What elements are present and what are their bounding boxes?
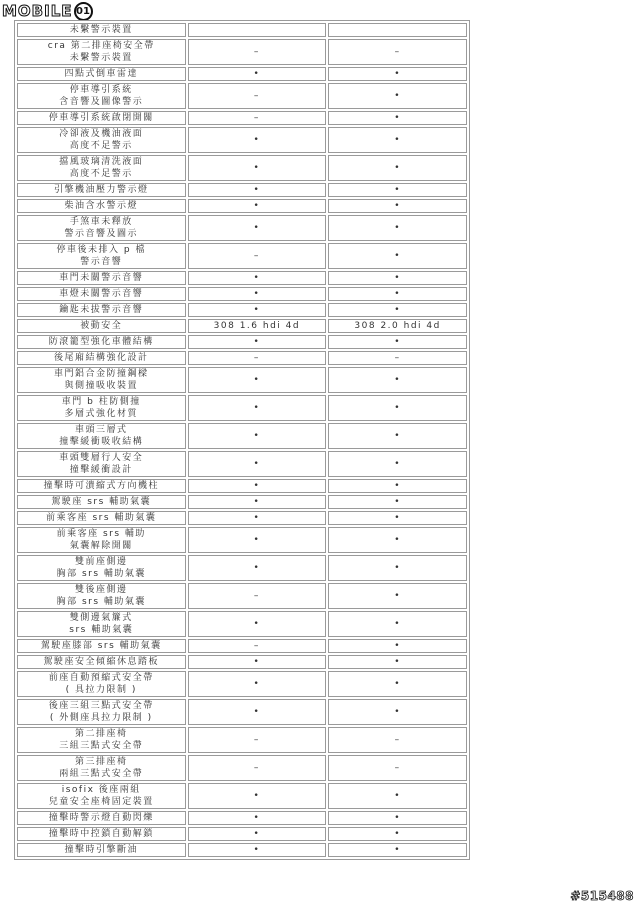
row-label-line: 停車後未排入 p 檔	[56, 245, 146, 255]
value-cell-2: •	[328, 183, 467, 197]
table-row	[17, 271, 467, 285]
value-cell-2: •	[328, 639, 467, 653]
row-label	[17, 671, 186, 697]
row-label	[17, 755, 186, 781]
value-cell-2: •	[328, 199, 467, 213]
table-row	[17, 451, 467, 477]
value-cell-1: –	[188, 583, 327, 609]
row-label-line: 前座自動預縮式安全帶	[48, 673, 154, 683]
value-cell-1: •	[188, 555, 327, 581]
value-cell-2: •	[328, 811, 467, 825]
value-cell-2: –	[328, 727, 467, 753]
value-cell-2: 308 2.0 hdi 4d	[328, 319, 467, 333]
row-label	[17, 367, 186, 393]
row-label	[17, 783, 186, 809]
value-cell-1: –	[188, 83, 327, 109]
row-label-line: 氣囊解除開關	[69, 541, 133, 551]
row-label-line: 撞擊緩衝設計	[69, 465, 133, 475]
value-cell-1: –	[188, 243, 327, 269]
table-row	[17, 303, 467, 317]
row-label	[17, 319, 186, 333]
table-row	[17, 699, 467, 725]
value-cell-2: •	[328, 335, 467, 349]
row-label	[17, 335, 186, 349]
value-cell-2: •	[328, 843, 467, 857]
row-label-line: 防滾籠型強化車體結構	[48, 337, 154, 347]
row-label-line: 被動安全	[80, 321, 123, 331]
row-label	[17, 655, 186, 669]
row-label-line: 高度不足警示	[69, 141, 133, 151]
row-label	[17, 183, 186, 197]
table-row	[17, 583, 467, 609]
row-label	[17, 67, 186, 81]
row-label-line: 撞擊時警示燈自動閃爍	[48, 813, 154, 823]
value-cell-1: •	[188, 423, 327, 449]
row-label	[17, 215, 186, 241]
value-cell-2: •	[328, 287, 467, 301]
table-row	[17, 335, 467, 349]
value-cell-1: •	[188, 479, 327, 493]
row-label-line: 車頭三層式	[75, 425, 128, 435]
row-label	[17, 155, 186, 181]
spec-table	[14, 20, 470, 860]
value-cell-1: •	[188, 655, 327, 669]
value-cell-2: •	[328, 83, 467, 109]
row-label	[17, 287, 186, 301]
value-cell-2: –	[328, 351, 467, 365]
value-cell-2: •	[328, 423, 467, 449]
logo-badge-icon: 01	[74, 2, 93, 21]
row-label-line: cra 第二排座椅安全帶	[47, 41, 155, 51]
table-row	[17, 199, 467, 213]
row-label-line: 前乘客座 srs 輔助	[56, 529, 146, 539]
row-label-line: ( 具拉力限制 )	[65, 685, 137, 695]
table-row	[17, 395, 467, 421]
value-cell-1: •	[188, 611, 327, 637]
row-label-line: 後座三組三點式安全帶	[48, 701, 154, 711]
row-label-line: 車頭雙層行人安全	[59, 453, 144, 463]
row-label-line: 引擎機油壓力警示燈	[54, 185, 149, 195]
row-label-line: 撞擊時可潰縮式方向機柱	[43, 481, 160, 491]
value-cell-1: •	[188, 67, 327, 81]
row-label	[17, 555, 186, 581]
row-label	[17, 271, 186, 285]
value-cell-1: •	[188, 199, 327, 213]
value-cell-1: •	[188, 451, 327, 477]
value-cell-2: •	[328, 783, 467, 809]
table-row	[17, 127, 467, 153]
value-cell-2: •	[328, 215, 467, 241]
row-label-line: 雙後座側邊	[75, 585, 128, 595]
value-cell-1: –	[188, 111, 327, 125]
row-label-line: 未繫警示裝置	[69, 53, 133, 63]
value-cell-2: •	[328, 583, 467, 609]
row-label	[17, 451, 186, 477]
value-cell-1: •	[188, 827, 327, 841]
value-cell-1: –	[188, 755, 327, 781]
row-label	[17, 479, 186, 493]
value-cell-1: •	[188, 699, 327, 725]
row-label-line: 擋風玻璃清洗液面	[59, 157, 144, 167]
row-label-line: 兩組三點式安全帶	[59, 769, 144, 779]
row-label	[17, 243, 186, 269]
value-cell-2: •	[328, 699, 467, 725]
row-label	[17, 511, 186, 525]
row-label	[17, 527, 186, 553]
row-label	[17, 611, 186, 637]
value-cell-2: •	[328, 527, 467, 553]
table-row	[17, 23, 467, 37]
row-label-line: 手煞車未釋放	[69, 217, 133, 227]
table-row	[17, 215, 467, 241]
table-row	[17, 319, 467, 333]
value-cell-2: •	[328, 555, 467, 581]
row-label-line: 前乘客座 srs 輔助氣囊	[46, 513, 157, 523]
table-row	[17, 287, 467, 301]
value-cell-1: •	[188, 671, 327, 697]
value-cell-1: •	[188, 271, 327, 285]
row-label-line: 未繫警示裝置	[69, 25, 133, 35]
table-row	[17, 351, 467, 365]
value-cell-2: •	[328, 511, 467, 525]
row-label	[17, 699, 186, 725]
logo-wordmark: MOBILE	[2, 2, 73, 20]
value-cell-2: •	[328, 155, 467, 181]
row-label-line: 胸部 srs 輔助氣囊	[56, 569, 146, 579]
row-label	[17, 39, 186, 65]
table-row	[17, 639, 467, 653]
value-cell-1: •	[188, 367, 327, 393]
row-label	[17, 23, 186, 37]
value-cell-1: •	[188, 303, 327, 317]
value-cell-2: •	[328, 479, 467, 493]
value-cell-1: •	[188, 395, 327, 421]
value-cell-1: •	[188, 287, 327, 301]
row-label	[17, 811, 186, 825]
value-cell-2: •	[328, 367, 467, 393]
value-cell-2: •	[328, 303, 467, 317]
value-cell-1: •	[188, 843, 327, 857]
table-row	[17, 111, 467, 125]
row-label-line: 車門 b 柱防側撞	[61, 397, 141, 407]
table-row	[17, 655, 467, 669]
table-row	[17, 783, 467, 809]
value-cell-1: 308 1.6 hdi 4d	[188, 319, 327, 333]
value-cell-2: •	[328, 495, 467, 509]
table-row	[17, 827, 467, 841]
row-label-line: 後尾廂結構強化設計	[54, 353, 149, 363]
row-label-line: 車燈未關警示音響	[59, 289, 144, 299]
row-label	[17, 495, 186, 509]
row-label-line: 四點式倒車雷達	[64, 69, 139, 79]
value-cell-1: •	[188, 783, 327, 809]
watermark: #515488	[570, 889, 634, 903]
row-label-line: 駕駛座安全傾縮休息踏板	[43, 657, 160, 667]
row-label-line: 停車導引系統	[69, 85, 133, 95]
row-label-line: 雙前座側邊	[75, 557, 128, 567]
table-row	[17, 671, 467, 697]
row-label-line: 鑰匙未拔警示音響	[59, 305, 144, 315]
value-cell-1: •	[188, 155, 327, 181]
value-cell-1: •	[188, 215, 327, 241]
row-label-line: 第二排座椅	[75, 729, 128, 739]
value-cell-1: –	[188, 727, 327, 753]
row-label	[17, 727, 186, 753]
value-cell-1	[188, 23, 327, 37]
table-row	[17, 811, 467, 825]
row-label	[17, 423, 186, 449]
table-row	[17, 527, 467, 553]
value-cell-1: •	[188, 127, 327, 153]
table-row	[17, 495, 467, 509]
row-label	[17, 639, 186, 653]
value-cell-2: •	[328, 243, 467, 269]
table-row	[17, 67, 467, 81]
value-cell-2: •	[328, 611, 467, 637]
row-label	[17, 83, 186, 109]
row-label-line: 雙側邊氣簾式	[69, 613, 133, 623]
row-label-line: 車門未關警示音響	[59, 273, 144, 283]
value-cell-1: –	[188, 39, 327, 65]
table-row	[17, 39, 467, 65]
row-label-line: 胸部 srs 輔助氣囊	[56, 597, 146, 607]
row-label-line: 撞擊緩衝吸收結構	[59, 437, 144, 447]
value-cell-1: –	[188, 639, 327, 653]
value-cell-1: •	[188, 511, 327, 525]
value-cell-2	[328, 23, 467, 37]
table-row	[17, 511, 467, 525]
value-cell-2: –	[328, 39, 467, 65]
row-label-line: 撞擊時引擎斷油	[64, 845, 139, 855]
row-label-line: isofix 後座兩組	[61, 785, 141, 795]
table-row	[17, 367, 467, 393]
value-cell-1: •	[188, 527, 327, 553]
row-label	[17, 395, 186, 421]
value-cell-2: •	[328, 111, 467, 125]
row-label-line: 車門鋁合金防撞鋼樑	[54, 369, 149, 379]
table-row	[17, 611, 467, 637]
value-cell-2: •	[328, 271, 467, 285]
row-label-line: 第三排座椅	[75, 757, 128, 767]
value-cell-2: •	[328, 395, 467, 421]
table-row	[17, 727, 467, 753]
row-label-line: 兒童安全座椅固定裝置	[48, 797, 154, 807]
site-logo	[2, 1, 93, 21]
row-label	[17, 583, 186, 609]
row-label	[17, 827, 186, 841]
value-cell-1: •	[188, 811, 327, 825]
value-cell-1: •	[188, 495, 327, 509]
value-cell-2: –	[328, 755, 467, 781]
row-label-line: 撞擊時中控鎖自動解鎖	[48, 829, 154, 839]
row-label-line: 三組三點式安全帶	[59, 741, 144, 751]
row-label-line: 駕駛座膝部 srs 輔助氣囊	[40, 641, 162, 651]
table-row	[17, 155, 467, 181]
row-label-line: 警示音響	[80, 257, 123, 267]
row-label-line: srs 輔助氣囊	[69, 625, 134, 635]
row-label	[17, 303, 186, 317]
row-label-line: 警示音響及圖示	[64, 229, 139, 239]
row-label	[17, 199, 186, 213]
value-cell-2: •	[328, 127, 467, 153]
row-label-line: 含音響及圖像警示	[59, 97, 144, 107]
row-label-line: 多層式強化材質	[64, 409, 139, 419]
row-label-line: 駕駛座 srs 輔助氣囊	[51, 497, 152, 507]
value-cell-2: •	[328, 655, 467, 669]
table-row	[17, 423, 467, 449]
table-row	[17, 479, 467, 493]
value-cell-2: •	[328, 451, 467, 477]
table-row	[17, 755, 467, 781]
row-label-line: ( 外側座具拉力限制 )	[49, 713, 153, 723]
row-label-line: 高度不足警示	[69, 169, 133, 179]
value-cell-2: •	[328, 671, 467, 697]
row-label-line: 冷卻液及機油液面	[59, 129, 144, 139]
value-cell-1: •	[188, 335, 327, 349]
row-label-line: 停車導引系統啟閉開關	[48, 113, 154, 123]
table-row	[17, 183, 467, 197]
row-label	[17, 127, 186, 153]
row-label-line: 柴油含水警示燈	[64, 201, 139, 211]
row-label	[17, 351, 186, 365]
table-row	[17, 83, 467, 109]
row-label	[17, 843, 186, 857]
row-label	[17, 111, 186, 125]
table-row	[17, 555, 467, 581]
row-label-line: 與側撞吸收裝置	[64, 381, 139, 391]
table-row	[17, 243, 467, 269]
table-row	[17, 843, 467, 857]
value-cell-1: •	[188, 183, 327, 197]
value-cell-1: –	[188, 351, 327, 365]
value-cell-2: •	[328, 67, 467, 81]
value-cell-2: •	[328, 827, 467, 841]
